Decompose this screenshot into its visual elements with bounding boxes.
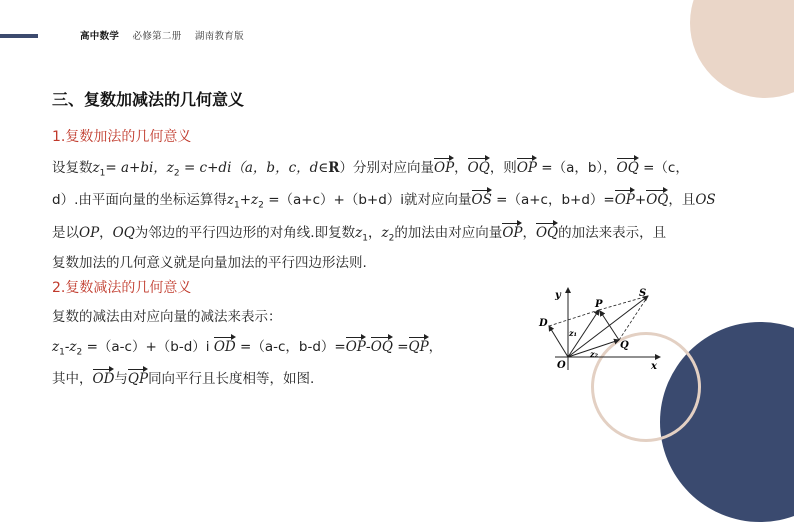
para2-line1: 复数的减法由对应向量的减法来表示： — [52, 309, 282, 325]
vector-OP: OP — [346, 336, 366, 355]
label-y: y — [555, 290, 561, 301]
vector-OP: OP — [517, 157, 537, 176]
subsection-2-title: 2.复数减法的几何意义 — [52, 280, 192, 296]
decor-circle-peach — [690, 0, 794, 98]
label-z2: z₂ — [590, 349, 599, 359]
para1-line4: 复数加法的几何意义就是向量加法的平行四边形法则. — [52, 255, 367, 271]
para2-line2: $z_1-z_2 =(a-c)+(b-d)i$ OD =（a-c，b-d）=OP-OQ =QP， — [52, 335, 442, 358]
vector-OS: OS — [472, 189, 492, 208]
para1-line3: 是以OP，OQ为邻边的平行四边形的对角线.即复数$z_1$，$z_2$的加法由对应向量OP，OQ的加法来表示，且 — [52, 221, 666, 244]
vector-OD-line — [549, 326, 568, 357]
header-book: 必修第二册 — [132, 31, 182, 42]
label-x: x — [651, 361, 657, 372]
dashed-DP — [549, 310, 599, 326]
vector-OQ: OQ — [371, 336, 393, 355]
vector-OD: OD — [214, 336, 236, 355]
para1-line1: 设复数$z_1= a+bi$，$z_2 = c+di(a$，b，c，d∈R）分别对应向量OP，OQ，则OP =（a，b），OQ =（c， — [52, 156, 689, 179]
header-brand: 高中数学 — [80, 31, 120, 42]
vector-OS-line — [568, 296, 648, 357]
label-P: P — [595, 299, 603, 310]
para2-line3: 其中，OD与QP同向平行且长度相等，如图. — [52, 367, 314, 387]
vector-OD: OD — [93, 368, 115, 387]
label-S: S — [639, 288, 647, 299]
vector-OQ: OQ — [468, 157, 490, 176]
vector-OQ: OQ — [536, 222, 558, 241]
vector-QP: QP — [128, 368, 148, 387]
page-header — [80, 28, 254, 42]
vector-OP: OP — [615, 189, 635, 208]
vector-QP-line — [600, 311, 619, 340]
label-D: D — [539, 318, 548, 329]
dashed-QS — [619, 296, 648, 340]
label-O: O — [557, 360, 566, 371]
subsection-1-title: 1.复数加法的几何意义 — [52, 129, 192, 145]
vector-OQ: OQ — [617, 157, 639, 176]
vector-OQ: OQ — [646, 189, 668, 208]
para1-line2: d）.由平面向量的坐标运算得$z_1+z_2 =(a+c)+(b+d)i$就对应向量OS =（a+c，b+d）=OP+OQ，且OS — [52, 188, 716, 211]
section-title: 三、复数加减法的几何意义 — [52, 90, 245, 109]
decor-bar — [0, 34, 38, 38]
vector-OP: OP — [434, 157, 454, 176]
vector-QP: QP — [409, 336, 429, 355]
vector-diagram — [535, 282, 670, 374]
vector-OP: OP — [502, 222, 522, 241]
header-publisher: 湖南教育版 — [194, 31, 244, 42]
label-z1: z₁ — [569, 328, 578, 338]
label-Q: Q — [620, 340, 629, 351]
